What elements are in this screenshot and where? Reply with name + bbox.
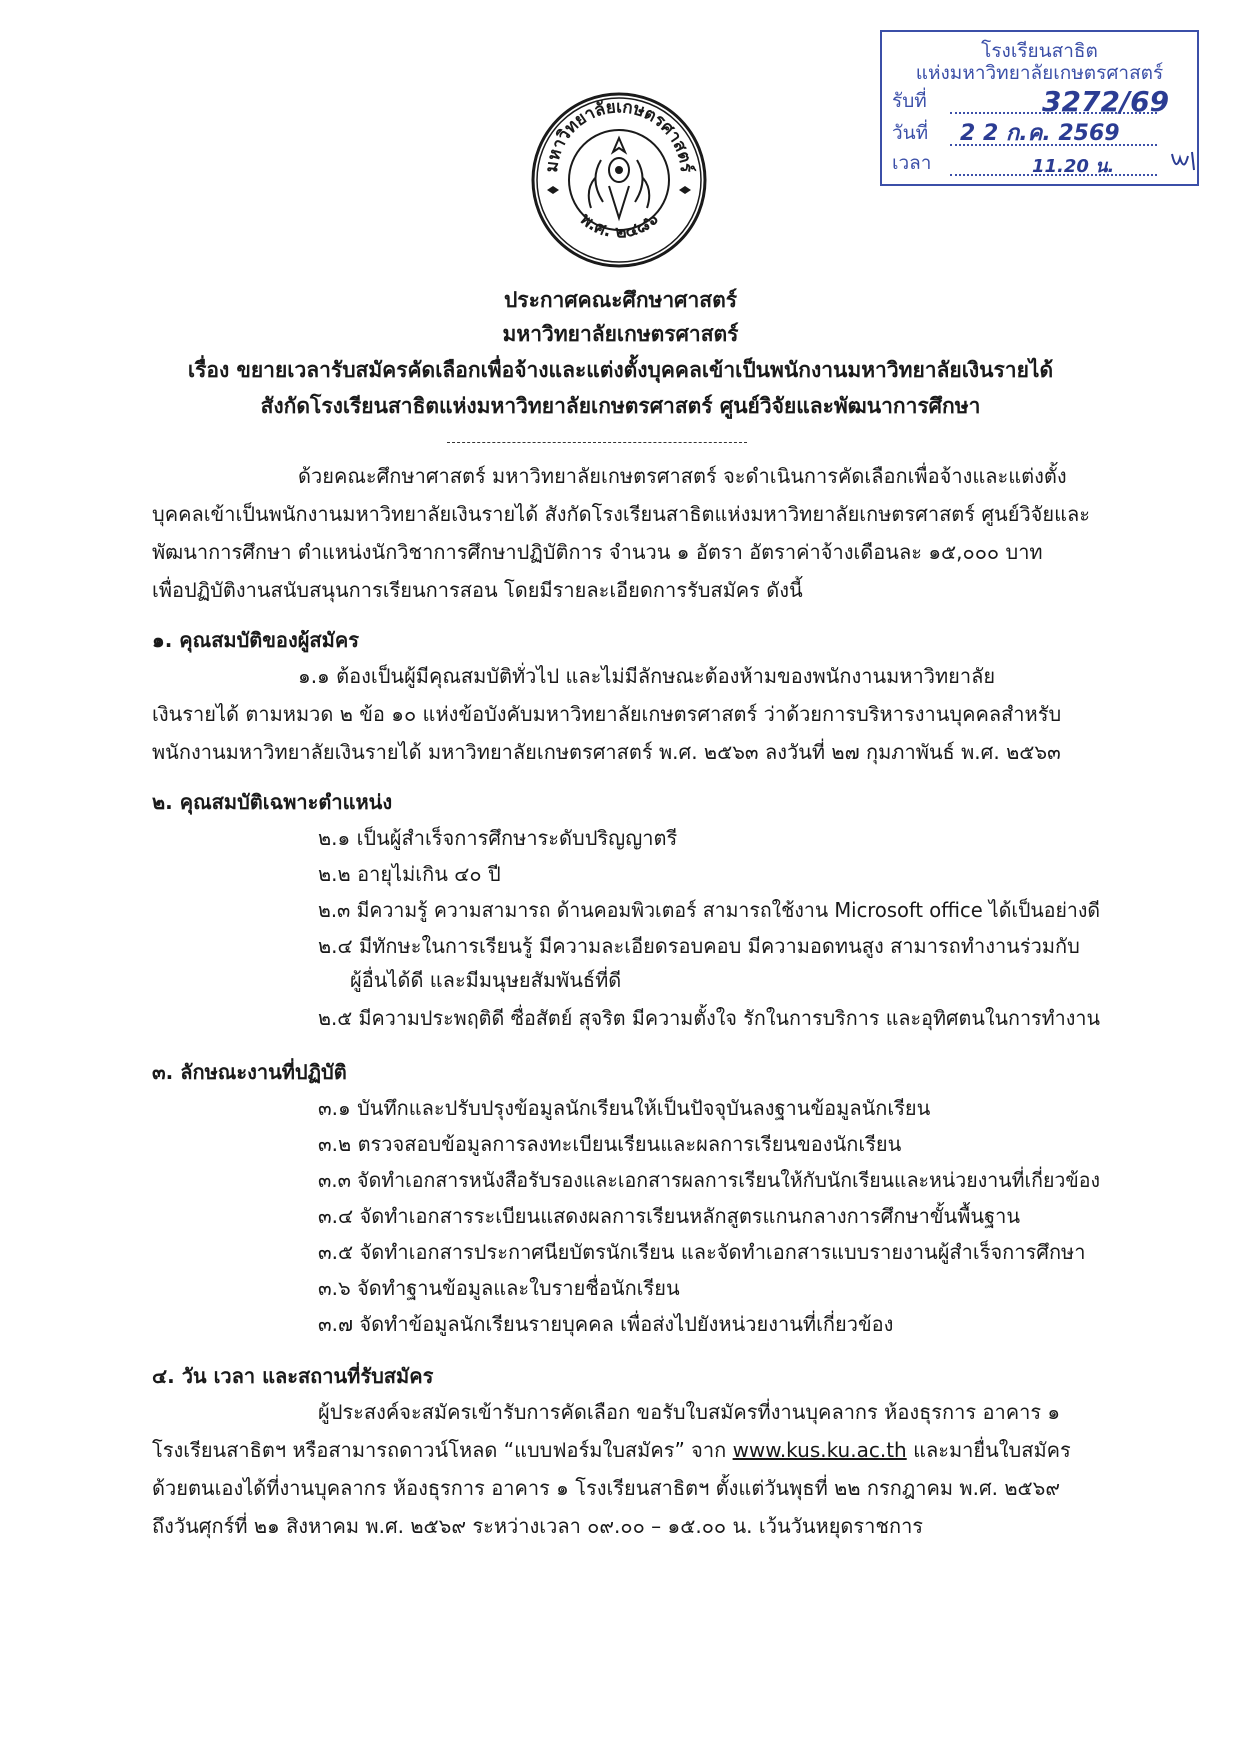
- announcement-affiliation: สังกัดโรงเรียนสาธิตแห่งมหาวิทยาลัยเกษตรศาสตร์ ศูนย์วิจัยและพัฒนาการศึกษา: [260, 394, 981, 418]
- stamp-date-row: [892, 120, 1187, 150]
- section-1-line: พนักงานมหาวิทยาลัยเงินรายได้ มหาวิทยาลัยเกษตรศาสตร์ พ.ศ. ๒๕๖๓ ลงวันที่ ๒๗ กุมภาพันธ์ พ.ศ. ๒๕๖๓: [152, 740, 1061, 764]
- section-1-line: ๑.๑ ต้องเป็นผู้มีคุณสมบัติทั่วไป และไม่มีลักษณะต้องห้ามของพนักงานมหาวิทยาลัย: [298, 664, 996, 688]
- section-2-item: ๒.๓ มีความรู้ ความสามารถ ด้านคอมพิวเตอร์ สามารถใช้งาน Microsoft office ได้เป็นอย่างดี: [318, 898, 1100, 922]
- section-3-item: ๓.๑ บันทึกและปรับปรุงข้อมูลนักเรียนให้เป็นปัจจุบันลงฐานข้อมูลนักเรียน: [318, 1096, 931, 1120]
- stamp-line-1: โรงเรียนสาธิต: [981, 40, 1098, 62]
- stamp-time-value: 11.20 น.: [1032, 156, 1115, 177]
- svg-text:พ.ศ. ๒๔๘๖: [576, 209, 663, 243]
- section-4-title: ๔. วัน เวลา และสถานที่รับสมัคร: [152, 1364, 434, 1388]
- receipt-stamp: [880, 30, 1199, 186]
- section-3-item: ๓.๓ จัดทำเอกสารหนังสือรับรองและเอกสารผลการเรียนให้กับนักเรียนและหน่วยงานที่เกี่ยวข้อง: [318, 1168, 1100, 1192]
- seal-text: มหาวิทยาลัยเกษตรศาสตร์: [541, 97, 697, 174]
- section-2-item: ๒.๑ เป็นผู้สำเร็จการศึกษาระดับปริญญาตรี: [318, 826, 678, 850]
- university-name: มหาวิทยาลัยเกษตรศาสตร์: [502, 322, 739, 346]
- section-3-item: ๓.๒ ตรวจสอบข้อมูลการลงทะเบียนเรียนและผลการเรียนของนักเรียน: [318, 1132, 902, 1156]
- stamp-line-2: แห่งมหาวิทยาลัยเกษตรศาสตร์: [915, 62, 1164, 84]
- section-2-item: ๒.๕ มีความประพฤติดี ซื่อสัตย์ สุจริต มีความตั้งใจ รักในการบริการ และอุทิศตนในการทำงาน: [318, 1006, 1100, 1030]
- section-4-text: โรงเรียนสาธิตฯ หรือสามารถดาวน์โหลด “แบบฟอร์มใบสมัคร” จาก: [152, 1438, 733, 1462]
- stamp-receipt-label: รับที่: [892, 90, 927, 112]
- signature-mark: [1170, 148, 1210, 174]
- intro-line: เพื่อปฏิบัติงานสนับสนุนการเรียนการสอน โดยมีรายละเอียดการรับสมัคร ดังนี้: [152, 578, 803, 602]
- section-3-title: ๓. ลักษณะงานที่ปฏิบัติ: [152, 1060, 347, 1084]
- stamp-date-value: 2 2 ก.ค. 2569: [960, 121, 1120, 146]
- stamp-receipt-row: [892, 85, 1187, 118]
- announcement-title: ประกาศคณะศึกษาศาสตร์: [503, 288, 738, 312]
- stamp-time-row: [892, 150, 1187, 180]
- intro-line: บุคคลเข้าเป็นพนักงานมหาวิทยาลัยเงินรายได้ สังกัดโรงเรียนสาธิตแห่งมหาวิทยาลัยเกษตรศาสตร์ ศูนย์วิจัยและ: [152, 502, 1091, 526]
- seal-year: พ.ศ. ๒๔๘๖: [575, 209, 663, 243]
- application-form-link[interactable]: www.kus.ku.ac.th: [732, 1438, 907, 1462]
- section-2-title: ๒. คุณสมบัติเฉพาะตำแหน่ง: [152, 790, 393, 814]
- intro-line: พัฒนาการศึกษา ตำแหน่งนักวิชาการศึกษาปฏิบัติการ จำนวน ๑ อัตรา อัตราค่าจ้างเดือนละ ๑๕,๐๐๐ บาท: [152, 540, 1043, 564]
- section-3-item: ๓.๔ จัดทำเอกสารระเบียนแสดงผลการเรียนหลักสูตรแกนกลางการศึกษาขั้นพื้นฐาน: [318, 1204, 1021, 1228]
- section-4-line: ผู้ประสงค์จะสมัครเข้ารับการคัดเลือก ขอรับใบสมัครที่งานบุคลากร ห้องธุรการ อาคาร ๑: [318, 1400, 1061, 1424]
- section-4-line: [152, 1436, 1071, 1464]
- section-2-item-continued: ผู้อื่นได้ดี และมีมนุษยสัมพันธ์ที่ดี: [350, 968, 622, 992]
- stamp-time-label: เวลา: [892, 152, 932, 174]
- section-3-item: ๓.๗ จัดทำข้อมูลนักเรียนรายบุคคล เพื่อส่งไปยังหน่วยงานที่เกี่ยวข้อง: [318, 1312, 894, 1336]
- section-4-text: และมายื่นใบสมัคร: [906, 1438, 1071, 1462]
- section-3-item: ๓.๖ จัดทำฐานข้อมูลและใบรายชื่อนักเรียน: [318, 1276, 680, 1300]
- section-2-item: ๒.๒ อายุไม่เกิน ๔๐ ปี: [318, 862, 501, 886]
- stamp-date-label: วันที่: [892, 122, 929, 144]
- section-1-line: เงินรายได้ ตามหมวด ๒ ข้อ ๑๐ แห่งข้อบังคับมหาวิทยาลัยเกษตรศาสตร์ ว่าด้วยการบริหารงานบุคคลสำหรับ: [152, 702, 1062, 726]
- section-1-title: ๑. คุณสมบัติของผู้สมัคร: [152, 628, 359, 652]
- section-4-line: ถึงวันศุกร์ที่ ๒๑ สิงหาคม พ.ศ. ๒๕๖๙ ระหว่างเวลา ๐๙.๐๐ – ๑๕.๐๐ น. เว้นวันหยุดราชการ: [152, 1514, 924, 1538]
- university-seal: [529, 90, 709, 270]
- announcement-subject: เรื่อง ขยายเวลารับสมัครคัดเลือกเพื่อจ้างและแต่งตั้งบุคคลเข้าเป็นพนักงานมหาวิทยาลัยเงินรายได้: [187, 358, 1054, 382]
- section-3-item: ๓.๕ จัดทำเอกสารประกาศนียบัตรนักเรียน และจัดทำเอกสารแบบรายงานผู้สำเร็จการศึกษา: [318, 1240, 1086, 1264]
- stamp-receipt-number: 3272/69: [1042, 85, 1170, 118]
- section-4-line: ด้วยตนเองได้ที่งานบุคลากร ห้องธุรการ อาคาร ๑ โรงเรียนสาธิตฯ ตั้งแต่วันพุธที่ ๒๒ กรกฎาคม พ.ศ. ๒๕๖๙: [152, 1476, 1061, 1500]
- svg-text:มหาวิทยาลัยเกษตรศาสตร์: [542, 97, 697, 174]
- header-divider: [447, 442, 747, 443]
- section-2-item: ๒.๔ มีทักษะในการเรียนรู้ มีความละเอียดรอบคอบ มีความอดทนสูง สามารถทำงานร่วมกับ: [318, 934, 1080, 958]
- intro-line: ด้วยคณะศึกษาศาสตร์ มหาวิทยาลัยเกษตรศาสตร์ จะดำเนินการคัดเลือกเพื่อจ้างและแต่งตั้ง: [298, 464, 1067, 488]
